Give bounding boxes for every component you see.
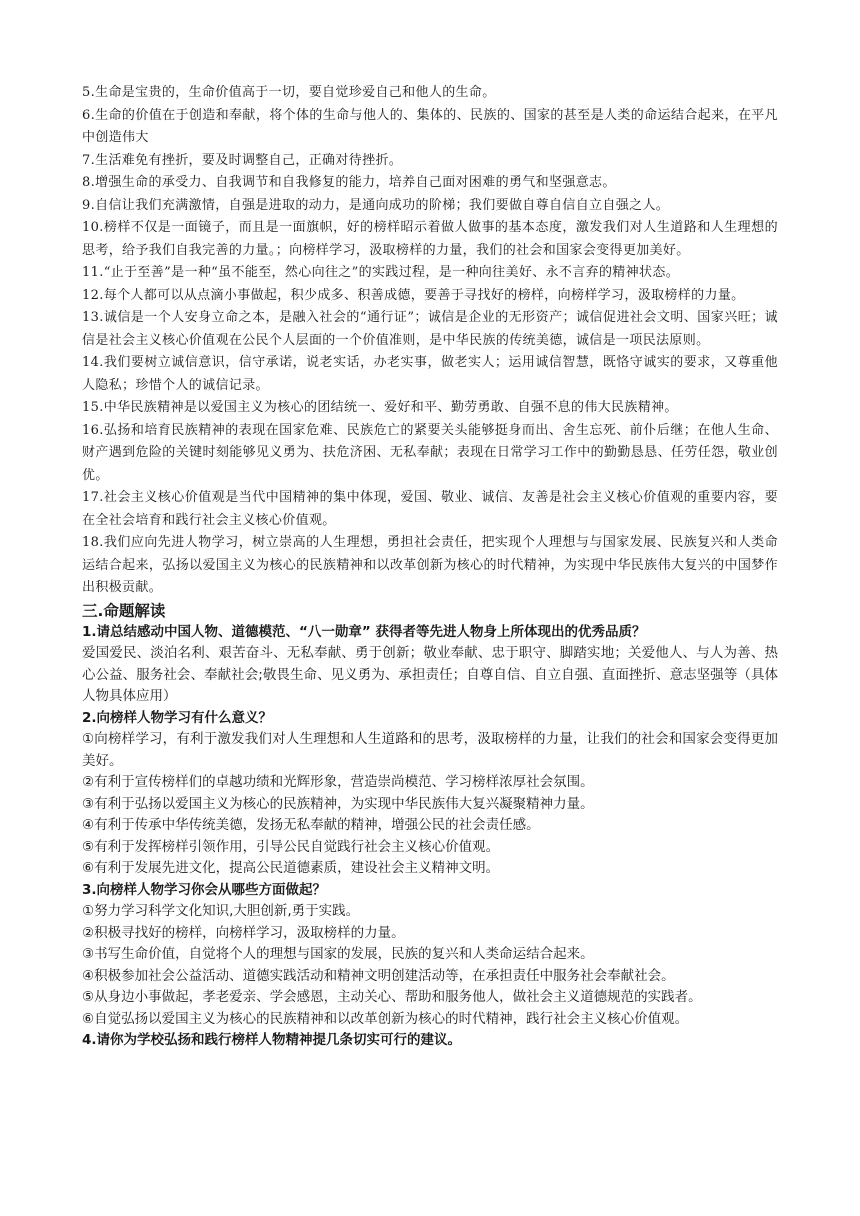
answer-text: ①努力学习科学文化知识,大胆创新,勇于实践。 <box>82 903 360 919</box>
list-item: 7.生活难免有挫折，要及时调整自己，正确对待挫折。 <box>82 152 403 168</box>
answer-text: 爱国爱民、淡泊名利、艰苦奋斗、无私奉献、勇于创新；敬业奉献、忠于职守、脚踏实地；关爱他人、与人为善、热心公益、服务社会、奉献社会;敬畏生命、见义勇为、承担责任；自尊自信、自立自强、直面挫折、意志坚强等（具体人物具体应用） <box>82 645 778 704</box>
answer-text: ②有利于宣传榜样们的卓越功绩和光辉形象，营造崇尚模范、学习榜样浓厚社会氛围。 <box>82 774 594 790</box>
answer-text: ①向榜样学习，有利于激发我们对人生理想和人生道路和的思考，汲取榜样的力量，让我们的社会和国家会变得更加美好。 <box>82 731 778 769</box>
list-item: 9.自信让我们充满激情，自强是进取的动力，是通向成功的阶梯；我们要做自尊自信自立自强之人。 <box>82 197 670 213</box>
question-heading: 3.向榜样人物学习你会从哪些方面做起？ <box>82 881 327 898</box>
list-item: 6.生命的价值在于创造和奉献，将个体的生命与他人的、集体的、民族的、国家的甚至是人类的命运结合起来，在平凡中创造伟大 <box>82 107 778 145</box>
list-item: 18.我们应向先进人物学习，树立崇高的人生理想，勇担社会责任，把实现个人理想与与国家发展、民族复兴和人类命运结合起来，弘扬以爱国主义为核心的民族精神和以改革创新为核心的时代精神，为实现中华民族伟大复兴的中国梦作出积极贡献。 <box>82 535 778 595</box>
list-item: 10.榜样不仅是一面镜子，而且是一面旗帜，好的榜样昭示着做人做事的基本态度，激发我们对人生道路和人生理想的思考，给予我们自我完善的力量。；向榜样学习，汲取榜样的力量，我们的社会和国家会变得更加美好。 <box>82 220 778 258</box>
list-item: 5.生命是宝贵的，生命价值高于一切，要自觉珍爱自己和他人的生命。 <box>82 85 496 100</box>
list-item: 16.弘扬和培育民族精神的表现在国家危难、民族危亡的紧要关头能够挺身而出、舍生忘死、前仆后继；在他人生命、财产遇到危险的关键时刻能够见义勇为、扶危济困、无私奉献；表现在日常学习工作中的勤勤恳恳、任劳任怨，敬业创优。 <box>82 422 778 483</box>
answer-text: ③书写生命价值，自觉将个人的理想与国家的发展，民族的复兴和人类命运结合起来。 <box>82 946 594 962</box>
question-block <box>82 880 778 1031</box>
answer-text: ⑤从身边小事做起，孝老爱亲、学会感恩，主动关心、帮助和服务他人，做社会主义道德规范的实践者。 <box>82 989 702 1005</box>
question-heading: 4.请你为学校弘扬和践行榜样人物精神提几条切实可行的建议。 <box>82 1032 462 1048</box>
list-item: 8.增强生命的承受力、自我调节和自我修复的能力，培养自己面对困难的勇气和坚强意志。 <box>82 175 616 190</box>
section-title: 三.命题解读 <box>82 601 166 620</box>
question-heading: 1.请总结感动中国人物、道德模范、“八一勋章” 获得者等先进人物身上所体现出的优秀品质？ <box>82 623 646 640</box>
answer-text: ③有利于弘扬以爱国主义为核心的民族精神，为实现中华民族伟大复兴凝聚精神力量。 <box>82 795 594 812</box>
list-item: 12.每个人都可以从点滴小事做起，积少成多、积善成德，要善于寻找好的榜样，向榜样学习，汲取榜样的力量。 <box>82 287 745 303</box>
points-list <box>82 82 778 600</box>
question-heading: 2.向榜样人物学习有什么意义？ <box>82 709 273 726</box>
answer-text: ⑥自觉弘扬以爱国主义为核心的民族精神和以改革创新为核心的时代精神，践行社会主义核心价值观。 <box>82 1010 689 1027</box>
answer-text: ⑤有利于发挥榜样引领作用，引导公民自觉践行社会主义核心价值观。 <box>82 838 500 855</box>
answer-text: ⑥有利于发展先进文化，提高公民道德素质，建设社会主义精神文明。 <box>82 860 500 876</box>
question-block <box>82 622 778 708</box>
document-page <box>82 82 778 1052</box>
question-block <box>82 1030 778 1052</box>
question-block <box>82 708 778 880</box>
list-item: 13.诚信是一个人安身立命之本，是融入社会的“通行证”；诚信是企业的无形资产；诚信促进社会文明、国家兴旺；诚信是社会主义核心价值观在公民个人层面的一个价值准则，是中华民族的传统美德，诚信是一项民法原则。 <box>82 310 778 348</box>
list-item: 11.“止于至善”是一种“虽不能至，然心向往之”的实践过程，是一种向往美好、永不言弃的精神状态。 <box>82 265 680 280</box>
answer-text: ④有利于传承中华传统美德，发扬无私奉献的精神，增强公民的社会责任感。 <box>82 817 540 833</box>
list-item: 17.社会主义核心价值观是当代中国精神的集中体现，爱国、敬业、诚信、友善是社会主义核心价值观的重要内容，要在全社会培育和践行社会主义核心价值观。 <box>82 490 778 528</box>
list-item: 15.中华民族精神是以爱国主义为核心的团结统一、爱好和平、勤劳勇敢、自强不息的伟大民族精神。 <box>82 400 678 415</box>
list-item: 14.我们要树立诚信意识，信守承诺，说老实话，办老实事，做老实人；运用诚信智慧，既恪守诚实的要求，又尊重他人隐私；珍惜个人的诚信记录。 <box>82 355 778 393</box>
answer-text: ④积极参加社会公益活动、道德实践活动和精神文明创建活动等，在承担责任中服务社会奉献社会。 <box>82 967 675 984</box>
answer-text: ②积极寻找好的榜样，向榜样学习，汲取榜样的力量。 <box>82 924 405 941</box>
